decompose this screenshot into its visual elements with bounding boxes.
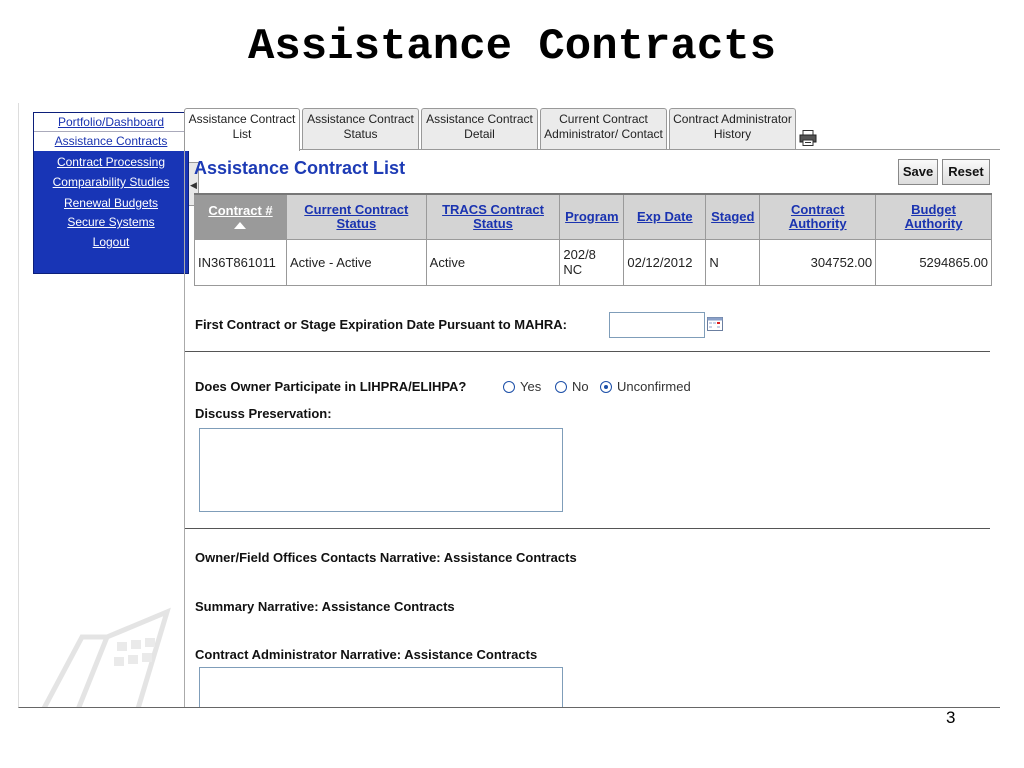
header-label: Program [565,208,619,224]
radio-yes[interactable] [503,381,515,393]
tab-label-line2: Administrator/ Contact [544,127,663,141]
app-screenshot [18,103,1000,708]
panel-title: Assistance Contract List [194,158,406,178]
header-label-line2: Status [473,215,513,231]
section-divider [185,528,990,529]
column-header-contract-authority[interactable] [760,194,876,239]
ca-narrative-label: Contract Administrator Narrative: Assistance Contracts [195,647,538,662]
radio-no[interactable] [555,381,567,393]
cell-exp-date: 02/12/2012 [624,239,706,285]
header-label: Current Contract [304,201,409,217]
column-header-program[interactable] [560,194,624,239]
ca-narrative-textarea[interactable] [199,667,563,708]
header-label: Contract # [208,203,273,219]
expiration-date-label: First Contract or Stage Expiration Date Pursuant to MAHRA: [195,317,567,332]
contract-table [194,193,992,286]
tab-label-line2: History [713,127,752,141]
tab-current-contract-administrator-contact[interactable] [540,108,667,150]
radio-yes-label: Yes [520,379,542,394]
sidebar-item-portfolio-dashboard[interactable]: Portfolio/Dashboard [34,113,188,132]
column-header-tracs-status[interactable] [426,194,560,239]
tab-assistance-contract-status[interactable] [302,108,419,150]
printer-icon[interactable] [799,130,817,146]
slide-page-number: 3 [946,708,956,727]
reset-button[interactable]: Reset [942,159,990,185]
tab-label-line1: Assistance Contract [426,112,533,126]
tab-assistance-contract-list[interactable] [184,108,300,151]
sidebar-item-renewal-budgets[interactable]: Renewal Budgets [63,196,159,210]
radio-no-label: No [572,379,589,394]
radio-unconfirmed[interactable] [600,381,612,393]
cell-staged: N [706,239,760,285]
cell-budget-authority: 5294865.00 [876,239,992,285]
column-header-staged[interactable] [706,194,760,239]
sort-ascending-icon [234,222,246,229]
header-label: Exp Date [637,208,693,224]
column-header-exp-date[interactable] [624,194,706,239]
header-label: Budget [911,201,956,217]
sidebar-item-assistance-contracts[interactable]: Assistance Contracts [34,132,188,151]
cell-contract-authority: 304752.00 [760,239,876,285]
sidebar-item-logout[interactable]: Logout [92,235,130,249]
contract-list-panel [184,150,1000,708]
table-row[interactable] [195,239,992,285]
collapse-arrow-icon[interactable]: ◀ [189,162,199,206]
column-header-budget-authority[interactable] [876,194,992,239]
save-button[interactable]: Save [898,159,938,185]
radio-unconfirmed-label: Unconfirmed [617,379,691,394]
section-divider [185,351,990,352]
program-line1: 202/8 [563,247,596,262]
calendar-icon[interactable] [707,317,723,331]
tab-label-line2: Status [343,127,378,141]
discuss-preservation-label: Discuss Preservation: [195,406,332,421]
cell-contract-number: IN36T861011 [195,239,287,285]
header-label-line2: Authority [904,215,963,231]
tab-label-line1: Contract Administrator [673,112,792,126]
summary-narrative-label: Summary Narrative: Assistance Contracts [195,599,455,614]
column-header-contract-number[interactable] [195,194,287,239]
header-label: Staged [711,208,755,224]
cell-current-status: Active - Active [286,239,426,285]
slide-title: Assistance Contracts [247,22,777,72]
header-label-line2: Authority [788,215,847,231]
header-label-line2: Status [336,215,377,231]
tab-label-line1: Current Contract [559,112,648,126]
table-header-row [195,194,992,239]
tab-strip [184,108,1000,150]
tab-assistance-contract-detail[interactable] [421,108,538,150]
tab-label-line2: List [232,127,252,141]
tab-label-line1: Assistance Contract [307,112,414,126]
sidebar-item-contract-processing[interactable]: Contract Processing [56,155,166,169]
tab-label-line1: Assistance Contract [188,112,296,126]
sidebar-item-secure-systems[interactable]: Secure Systems [67,215,155,229]
header-label: TRACS Contract [442,201,544,217]
header-label: Contract [790,201,845,217]
cell-program [560,239,624,285]
column-header-current-status[interactable] [286,194,426,239]
expiration-date-input[interactable] [609,312,705,338]
building-logo-icon [37,607,177,708]
tab-label-line2: Detail [464,127,495,141]
sidebar-item-comparability-studies[interactable]: Comparability Studies [52,175,170,189]
sidebar-nav [33,112,189,274]
tab-contract-administrator-history[interactable] [669,108,796,150]
discuss-preservation-textarea[interactable] [199,428,563,512]
cell-tracs-status: Active [426,239,560,285]
participation-question-label: Does Owner Participate in LIHPRA/ELIHPA? [195,379,467,394]
owner-narrative-label: Owner/Field Offices Contacts Narrative: Assistance Contracts [195,550,577,565]
program-line2: NC [563,262,583,277]
